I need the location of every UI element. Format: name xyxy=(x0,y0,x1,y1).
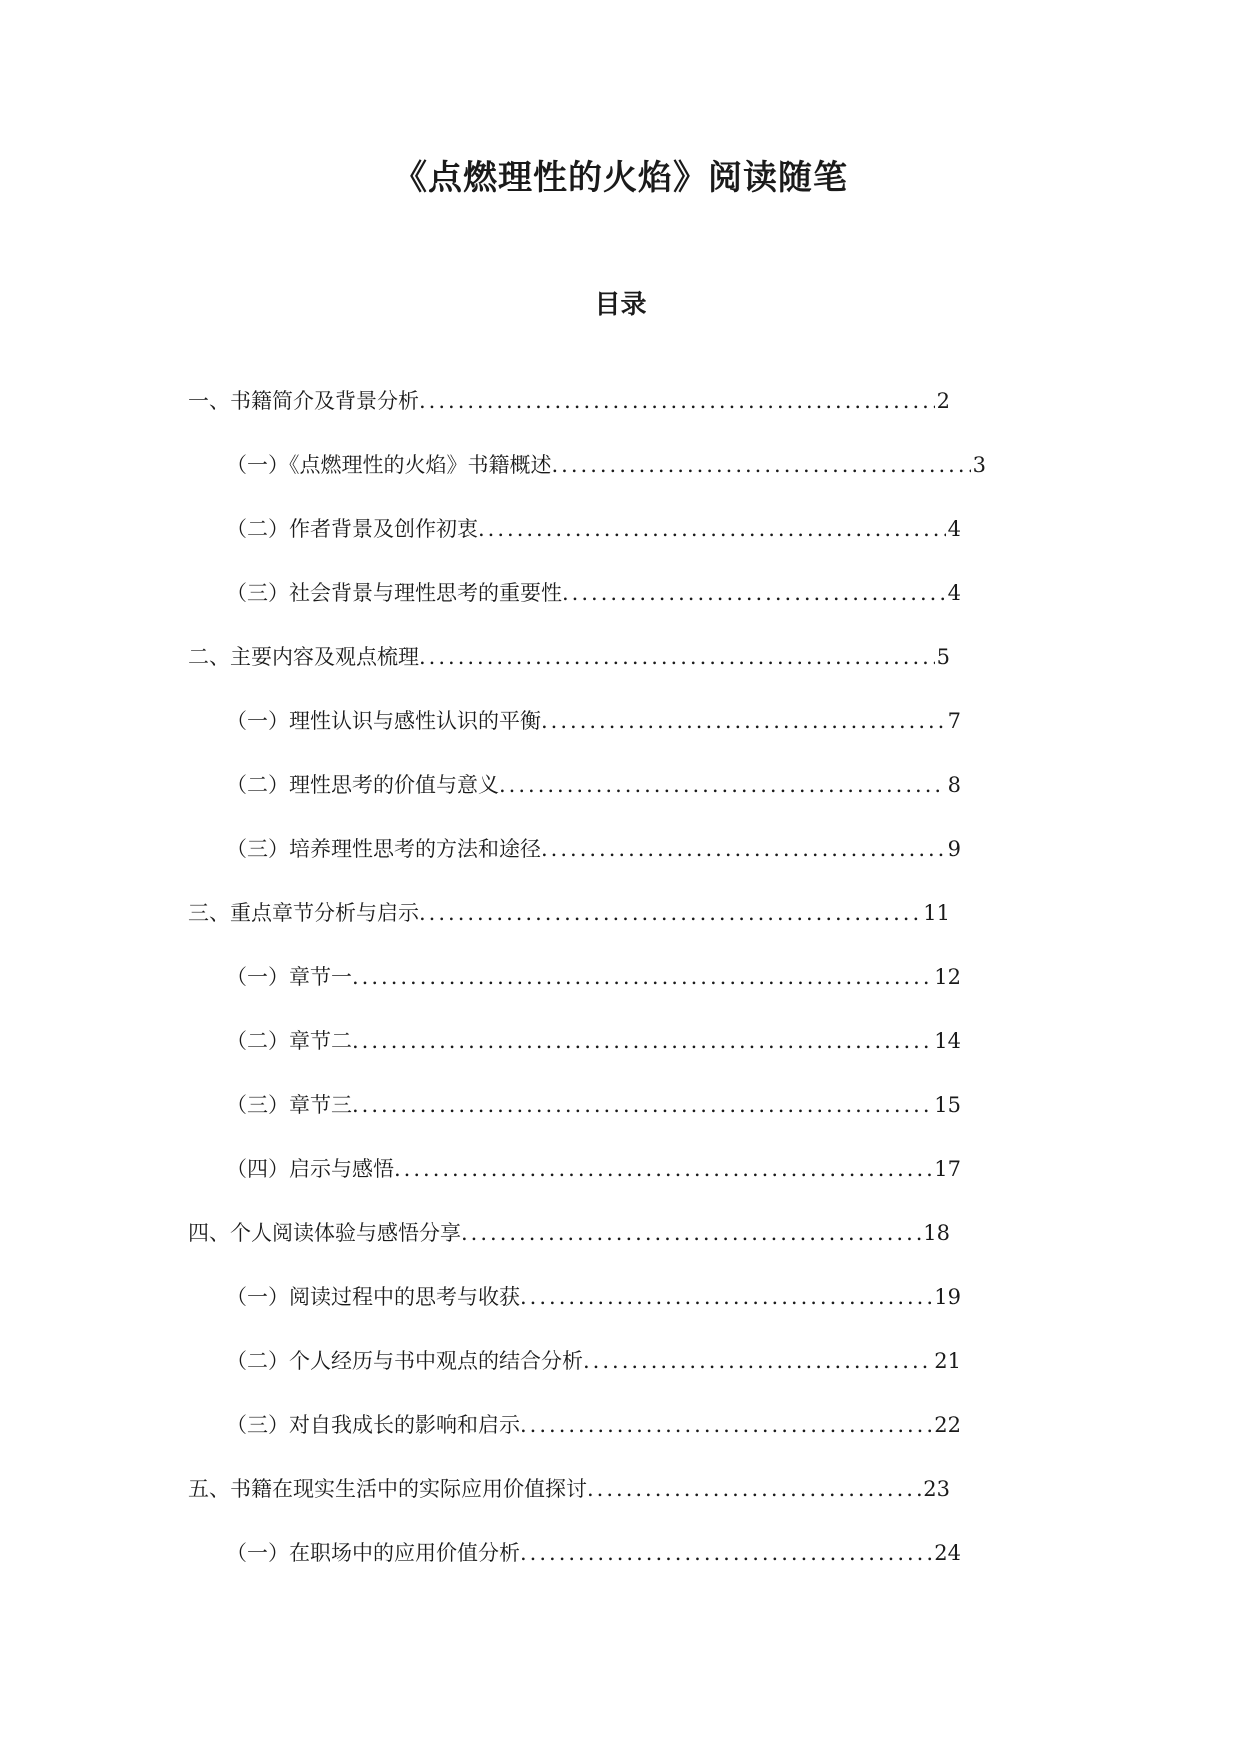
toc-page-number: 17 xyxy=(934,1157,961,1181)
toc-entry-title: （二）个人经历与书中观点的结合分析 xyxy=(226,1349,583,1373)
toc-entry[interactable] xyxy=(188,1472,950,1506)
toc-entry[interactable] xyxy=(226,1280,961,1314)
toc-page-number: 5 xyxy=(936,645,950,669)
toc-page-number: 11 xyxy=(923,901,950,925)
toc-page-number: 4 xyxy=(947,581,961,605)
toc-entry[interactable] xyxy=(226,1152,961,1186)
toc-dot-leader xyxy=(352,960,932,994)
toc-dot-leader xyxy=(419,384,935,418)
toc-page-number: 7 xyxy=(947,709,961,733)
toc-entry-title: 五、书籍在现实生活中的实际应用价值探讨 xyxy=(188,1477,587,1501)
toc-entry-title: 二、主要内容及观点梳理 xyxy=(188,645,419,669)
toc-dot-leader xyxy=(583,1344,932,1378)
toc-page-number: 22 xyxy=(934,1413,961,1437)
toc-entry[interactable] xyxy=(188,384,950,418)
toc-entry-title: （一）章节一 xyxy=(226,965,352,989)
toc-page-number: 23 xyxy=(923,1477,950,1501)
toc-entry[interactable] xyxy=(226,576,961,610)
toc-entry-title: （一）理性认识与感性认识的平衡 xyxy=(226,709,541,733)
toc-entry[interactable] xyxy=(226,1536,961,1570)
toc-entry-title: （二）作者背景及创作初衷 xyxy=(226,517,478,541)
toc-dot-leader xyxy=(419,896,921,930)
toc-dot-leader xyxy=(394,1152,932,1186)
toc-page-number: 24 xyxy=(934,1541,961,1565)
toc-entry-title: （一）阅读过程中的思考与收获 xyxy=(226,1285,520,1309)
toc-dot-leader xyxy=(461,1216,921,1250)
toc-entry-title: （三）对自我成长的影响和启示 xyxy=(226,1413,520,1437)
toc-entry[interactable] xyxy=(188,1216,950,1250)
toc-dot-leader xyxy=(419,640,935,674)
toc-entry[interactable] xyxy=(226,1408,961,1442)
toc-entry-title: （二）章节二 xyxy=(226,1029,352,1053)
toc-dot-leader xyxy=(552,448,971,482)
toc-entry[interactable] xyxy=(226,704,961,738)
toc-entry[interactable] xyxy=(226,1088,961,1122)
toc-page-number: 12 xyxy=(934,965,961,989)
toc-page-number: 2 xyxy=(936,389,950,413)
toc-dot-leader xyxy=(352,1088,932,1122)
toc-page-number: 15 xyxy=(934,1093,961,1117)
toc-entry[interactable] xyxy=(226,832,961,866)
toc-page-number: 14 xyxy=(934,1029,961,1053)
toc-entry-title: （一）《点燃理性的火焰》书籍概述 xyxy=(226,453,552,477)
toc-page-number: 18 xyxy=(923,1221,950,1245)
toc-entry-title: 四、个人阅读体验与感悟分享 xyxy=(188,1221,461,1245)
toc-entry-title: 三、重点章节分析与启示 xyxy=(188,901,419,925)
toc-page-number: 21 xyxy=(934,1349,961,1373)
toc-entry-title: （三）章节三 xyxy=(226,1093,352,1117)
toc-dot-leader xyxy=(562,576,946,610)
toc-heading: 目录 xyxy=(594,290,647,320)
toc-page-number: 3 xyxy=(972,453,986,477)
toc-dot-leader xyxy=(520,1280,932,1314)
toc-entry[interactable] xyxy=(226,960,961,994)
toc-entry[interactable] xyxy=(226,1344,961,1378)
toc-entry-title: （四）启示与感悟 xyxy=(226,1157,394,1181)
toc-page-number: 4 xyxy=(947,517,961,541)
toc-dot-leader xyxy=(587,1472,921,1506)
toc-dot-leader xyxy=(352,1024,932,1058)
toc-entry[interactable] xyxy=(188,640,950,674)
toc-dot-leader xyxy=(520,1408,932,1442)
toc-entry-title: （三）社会背景与理性思考的重要性 xyxy=(226,581,562,605)
toc-entry-title: 一、书籍简介及背景分析 xyxy=(188,389,419,413)
toc-dot-leader xyxy=(499,768,946,802)
toc-entry[interactable] xyxy=(226,768,961,802)
toc-entry-title: （三）培养理性思考的方法和途径 xyxy=(226,837,541,861)
toc-page-number: 8 xyxy=(947,773,961,797)
toc-dot-leader xyxy=(478,512,946,546)
toc-entry-title: （一）在职场中的应用价值分析 xyxy=(226,1541,520,1565)
toc-entry[interactable] xyxy=(188,896,950,930)
toc-entry-title: （二）理性思考的价值与意义 xyxy=(226,773,499,797)
toc-dot-leader xyxy=(541,832,946,866)
toc-entry[interactable] xyxy=(226,1024,961,1058)
toc-dot-leader xyxy=(520,1536,932,1570)
toc-entry[interactable] xyxy=(226,448,986,482)
toc-dot-leader xyxy=(541,704,946,738)
toc-page-number: 9 xyxy=(947,837,961,861)
toc-page-number: 19 xyxy=(934,1285,961,1309)
page-title: 《点燃理性的火焰》阅读随笔 xyxy=(393,158,848,198)
toc-entry[interactable] xyxy=(226,512,961,546)
